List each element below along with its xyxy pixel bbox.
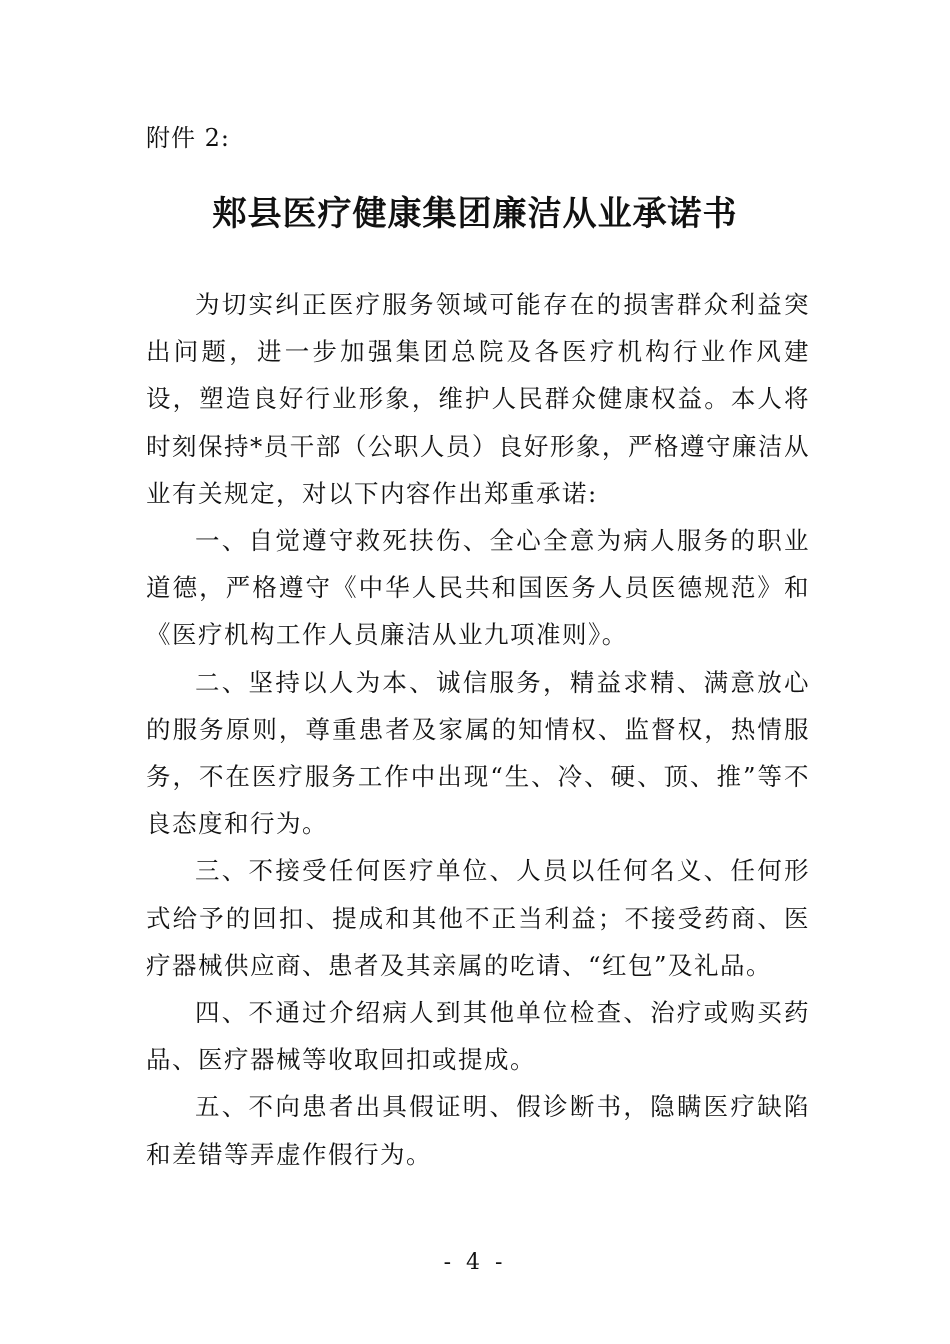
commitment-paragraph-4: 四、不通过介绍病人到其他单位检查、治疗或购买药品、医疗器械等收取回扣或提成。 (146, 998, 810, 1075)
intro-paragraph: 为切实纠正医疗服务领域可能存在的损害群众利益突出问题，进一步加强集团总院及各医疗机构行业作风建设，塑造良好行业形象，维护人民群众健康权益。本人将时刻保持*员干部（公职人员）良好形象，严格遵守廉洁从业有关规定，对以下内容作出郑重承诺: (146, 290, 810, 508)
commitment-paragraph-3: 三、不接受任何医疗单位、人员以任何名义、任何形式给予的回扣、提成和其他不正当利益；不接受药商、医疗器械供应商、患者及其亲属的吃请、“红包”及礼品。 (146, 856, 810, 980)
commitment-paragraph-5: 五、不向患者出具假证明、假诊断书，隐瞒医疗缺陷和差错等弄虚作假行为。 (146, 1092, 810, 1169)
document-body (146, 281, 810, 1178)
attachment-label: 附件 2: (146, 124, 230, 152)
page-number: - 4 - (443, 1250, 507, 1275)
commitment-paragraph-2: 二、坚持以人为本、诚信服务，精益求精、满意放心的服务原则，尊重患者及家属的知情权、监督权，热情服务，不在医疗服务工作中出现“生、冷、硬、顶、推”等不良态度和行为。 (146, 667, 810, 839)
document-title: 郏县医疗健康集团廉洁从业承诺书 (212, 194, 738, 234)
commitment-paragraph-1: 一、自觉遵守救死扶伤、全心全意为病人服务的职业道德，严格遵守《中华人民共和国医务人员医德规范》和《医疗机构工作人员廉洁从业九项准则》。 (146, 526, 810, 650)
